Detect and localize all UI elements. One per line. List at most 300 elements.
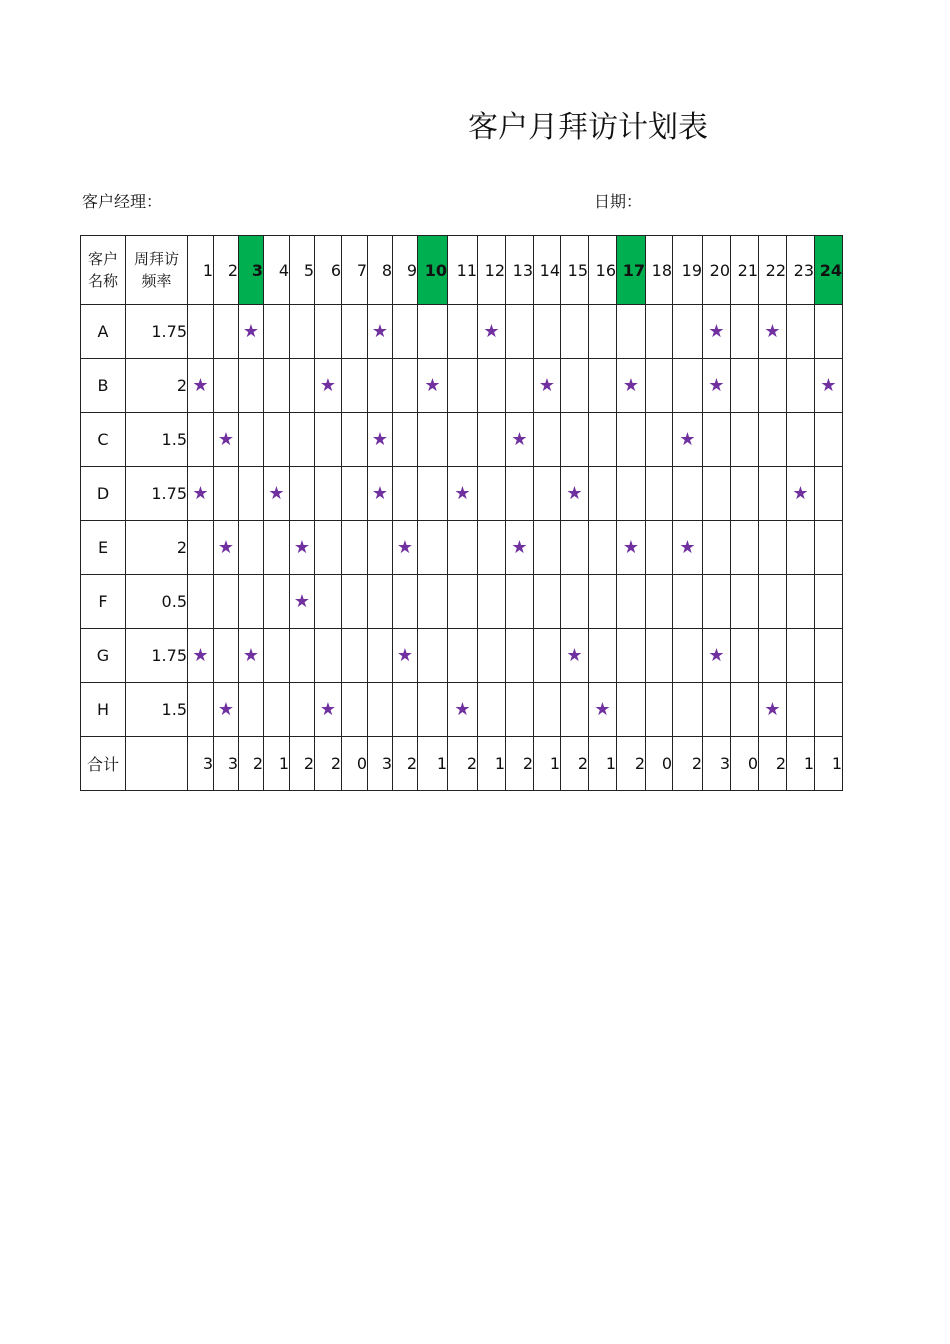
visit-cell[interactable]	[188, 305, 214, 359]
visit-cell[interactable]	[589, 683, 617, 737]
visit-cell[interactable]	[368, 413, 393, 467]
visit-cell[interactable]	[393, 467, 418, 521]
visit-cell[interactable]	[315, 629, 342, 683]
day-total: 1	[418, 737, 448, 791]
visit-cell[interactable]	[418, 575, 448, 629]
day-header-7: 7	[342, 236, 368, 305]
visit-star-icon: ★	[594, 699, 611, 720]
day-header-24: 24	[815, 236, 843, 305]
visit-cell[interactable]	[448, 413, 478, 467]
visit-cell[interactable]	[448, 359, 478, 413]
visit-star-icon: ★	[622, 537, 640, 558]
visit-cell[interactable]	[506, 575, 534, 629]
day-total: 3	[188, 737, 214, 791]
visit-star-icon: ★	[566, 483, 583, 504]
visit-cell[interactable]	[703, 305, 731, 359]
visit-cell[interactable]	[759, 575, 787, 629]
visit-cell[interactable]	[214, 467, 239, 521]
visit-cell[interactable]	[673, 575, 703, 629]
visit-cell[interactable]	[731, 305, 759, 359]
visit-cell[interactable]	[759, 467, 787, 521]
weekly-frequency-header-line: 周拜访	[133, 250, 179, 268]
customer-frequency: 1.75	[126, 629, 188, 683]
visit-cell[interactable]	[673, 305, 703, 359]
visit-cell[interactable]	[787, 413, 815, 467]
visit-cell[interactable]	[646, 521, 673, 575]
visit-star-icon: ★	[217, 537, 235, 558]
customer-frequency: 1.75	[126, 305, 188, 359]
visit-cell[interactable]	[506, 629, 534, 683]
visit-cell[interactable]	[815, 467, 843, 521]
visit-cell[interactable]	[787, 305, 815, 359]
visit-cell[interactable]	[290, 305, 315, 359]
customer-frequency: 2	[126, 359, 188, 413]
visit-cell[interactable]	[561, 683, 589, 737]
visit-cell[interactable]	[290, 629, 315, 683]
visit-star-icon: ★	[566, 645, 583, 666]
day-header-20: 20	[703, 236, 731, 305]
visit-cell[interactable]	[188, 521, 214, 575]
visit-cell[interactable]	[393, 629, 418, 683]
visit-cell[interactable]	[448, 305, 478, 359]
visit-cell[interactable]	[589, 467, 617, 521]
visit-cell[interactable]	[646, 359, 673, 413]
page-title-text: 客户月拜访计划表	[468, 110, 708, 145]
visit-cell[interactable]	[239, 413, 264, 467]
visit-star-icon: ★	[192, 645, 209, 666]
visit-cell[interactable]	[646, 467, 673, 521]
visit-cell[interactable]	[315, 413, 342, 467]
weekly-frequency-header	[126, 236, 188, 305]
visit-star-icon: ★	[511, 429, 528, 450]
day-header-12: 12	[478, 236, 506, 305]
visit-cell[interactable]	[478, 305, 506, 359]
day-total: 1	[589, 737, 617, 791]
visit-cell[interactable]	[478, 521, 506, 575]
visit-cell[interactable]	[342, 575, 368, 629]
visit-cell[interactable]	[264, 359, 290, 413]
visit-cell[interactable]	[561, 575, 589, 629]
visit-cell[interactable]	[393, 413, 418, 467]
visit-cell[interactable]	[731, 359, 759, 413]
visit-star-icon: ★	[371, 429, 389, 450]
customer-row	[81, 575, 843, 629]
visit-cell[interactable]	[673, 629, 703, 683]
day-header-9: 9	[393, 236, 418, 305]
visit-star-icon: ★	[454, 483, 471, 504]
visit-star-icon: ★	[396, 645, 414, 666]
visit-star-icon: ★	[792, 483, 809, 504]
customer-row	[81, 305, 843, 359]
visit-cell[interactable]	[290, 575, 315, 629]
day-total: 1	[534, 737, 561, 791]
customer-row	[81, 413, 843, 467]
visit-cell[interactable]	[188, 359, 214, 413]
visit-cell[interactable]	[239, 575, 264, 629]
visit-cell[interactable]	[703, 521, 731, 575]
visit-cell[interactable]	[448, 683, 478, 737]
visit-cell[interactable]	[506, 521, 534, 575]
visit-cell[interactable]	[703, 467, 731, 521]
visit-cell[interactable]	[646, 629, 673, 683]
customer-frequency: 0.5	[126, 575, 188, 629]
customer-frequency: 1.75	[126, 467, 188, 521]
visit-cell[interactable]	[214, 683, 239, 737]
visit-cell[interactable]	[673, 359, 703, 413]
visit-cell[interactable]	[561, 359, 589, 413]
visit-cell[interactable]	[393, 521, 418, 575]
day-total: 2	[759, 737, 787, 791]
visit-cell[interactable]	[506, 413, 534, 467]
customer-name-header-line: 客户	[87, 250, 118, 268]
day-total: 1	[787, 737, 815, 791]
visit-cell[interactable]	[478, 359, 506, 413]
visit-cell[interactable]	[646, 413, 673, 467]
visit-cell[interactable]	[589, 413, 617, 467]
visit-cell[interactable]	[214, 413, 239, 467]
visit-cell[interactable]	[534, 575, 561, 629]
visit-cell[interactable]	[759, 683, 787, 737]
visit-cell[interactable]	[703, 629, 731, 683]
day-header-6: 6	[315, 236, 342, 305]
visit-cell[interactable]	[290, 467, 315, 521]
totals-frequency-empty	[126, 737, 188, 791]
day-total: 2	[506, 737, 534, 791]
visit-cell[interactable]	[315, 683, 342, 737]
visit-star-icon: ★	[242, 321, 260, 342]
visit-cell[interactable]	[239, 683, 264, 737]
visit-cell[interactable]	[290, 359, 315, 413]
customer-name: B	[81, 359, 126, 413]
visit-star-icon: ★	[192, 375, 209, 396]
visit-cell[interactable]	[506, 359, 534, 413]
visit-cell[interactable]	[264, 683, 290, 737]
visit-cell[interactable]	[478, 575, 506, 629]
header-row	[81, 236, 843, 305]
visit-cell[interactable]	[534, 413, 561, 467]
visit-cell[interactable]	[561, 413, 589, 467]
day-total: 2	[290, 737, 315, 791]
visit-star-icon: ★	[538, 375, 556, 396]
visit-cell[interactable]	[561, 629, 589, 683]
visit-cell[interactable]	[448, 629, 478, 683]
day-total: 1	[264, 737, 290, 791]
visit-cell[interactable]	[239, 305, 264, 359]
visit-cell[interactable]	[478, 467, 506, 521]
visit-cell[interactable]	[448, 575, 478, 629]
day-total: 0	[342, 737, 368, 791]
day-total: 1	[815, 737, 843, 791]
visit-cell[interactable]	[673, 413, 703, 467]
visit-cell[interactable]	[703, 359, 731, 413]
visit-cell[interactable]	[188, 629, 214, 683]
visit-cell[interactable]	[787, 629, 815, 683]
customer-name-header-line: 名称	[87, 272, 118, 290]
visit-star-icon: ★	[708, 321, 725, 342]
visit-cell[interactable]	[617, 359, 646, 413]
visit-star-icon: ★	[424, 375, 441, 396]
visit-cell[interactable]	[188, 683, 214, 737]
visit-cell[interactable]	[731, 683, 759, 737]
visit-cell[interactable]	[759, 521, 787, 575]
customer-frequency: 2	[126, 521, 188, 575]
visit-star-icon: ★	[268, 483, 285, 504]
visit-cell[interactable]	[342, 413, 368, 467]
visit-star-icon: ★	[454, 699, 471, 720]
visit-cell[interactable]	[561, 521, 589, 575]
visit-cell[interactable]	[703, 683, 731, 737]
visit-cell[interactable]	[478, 683, 506, 737]
totals-row	[81, 737, 843, 791]
visit-cell[interactable]	[264, 305, 290, 359]
day-header-2: 2	[214, 236, 239, 305]
visit-cell[interactable]	[368, 467, 393, 521]
visit-star-icon: ★	[820, 375, 837, 396]
visit-cell[interactable]	[534, 629, 561, 683]
visit-cell[interactable]	[342, 629, 368, 683]
visit-cell[interactable]	[239, 359, 264, 413]
visit-cell[interactable]	[787, 359, 815, 413]
day-header-17: 17	[617, 236, 646, 305]
visit-cell[interactable]	[506, 683, 534, 737]
customer-name: A	[81, 305, 126, 359]
visit-cell[interactable]	[368, 305, 393, 359]
customer-name: D	[81, 467, 126, 521]
weekly-frequency-header-line: 频率	[141, 272, 172, 290]
visit-cell[interactable]	[214, 575, 239, 629]
visit-cell[interactable]	[815, 413, 843, 467]
day-header-14: 14	[534, 236, 561, 305]
visit-cell[interactable]	[787, 521, 815, 575]
visit-cell[interactable]	[815, 575, 843, 629]
visit-cell[interactable]	[731, 629, 759, 683]
visit-cell[interactable]	[673, 683, 703, 737]
visit-cell[interactable]	[759, 413, 787, 467]
day-total: 2	[393, 737, 418, 791]
day-header-10: 10	[418, 236, 448, 305]
visit-cell[interactable]	[264, 467, 290, 521]
visit-cell[interactable]	[214, 629, 239, 683]
visit-cell[interactable]	[418, 683, 448, 737]
visit-star-icon: ★	[764, 699, 781, 720]
visit-cell[interactable]	[506, 305, 534, 359]
visit-cell[interactable]	[315, 305, 342, 359]
visit-star-icon: ★	[371, 483, 389, 504]
visit-cell[interactable]	[617, 683, 646, 737]
visit-cell[interactable]	[393, 305, 418, 359]
visit-cell[interactable]	[759, 629, 787, 683]
visit-star-icon: ★	[679, 429, 696, 450]
visit-cell[interactable]	[214, 359, 239, 413]
visit-cell[interactable]	[418, 359, 448, 413]
visit-cell[interactable]	[448, 467, 478, 521]
visit-cell[interactable]	[214, 521, 239, 575]
visit-cell[interactable]	[673, 467, 703, 521]
visit-cell[interactable]	[617, 521, 646, 575]
manager-label: 客户经理：	[82, 192, 163, 211]
visit-cell[interactable]	[264, 521, 290, 575]
day-total: 3	[703, 737, 731, 791]
visit-cell[interactable]	[787, 683, 815, 737]
customer-name: C	[81, 413, 126, 467]
visit-cell[interactable]	[478, 413, 506, 467]
customer-row	[81, 467, 843, 521]
visit-cell[interactable]	[264, 629, 290, 683]
visit-cell[interactable]	[188, 413, 214, 467]
visit-cell[interactable]	[418, 467, 448, 521]
visit-cell[interactable]	[188, 575, 214, 629]
visit-cell[interactable]	[787, 467, 815, 521]
day-total: 2	[561, 737, 589, 791]
customer-row	[81, 521, 843, 575]
visit-star-icon: ★	[319, 375, 337, 396]
visit-star-icon: ★	[242, 645, 260, 666]
visit-cell[interactable]	[731, 575, 759, 629]
day-total: 3	[368, 737, 393, 791]
visit-cell[interactable]	[418, 521, 448, 575]
day-header-15: 15	[561, 236, 589, 305]
visit-cell[interactable]	[815, 683, 843, 737]
visit-cell[interactable]	[759, 359, 787, 413]
visit-cell[interactable]	[368, 683, 393, 737]
visit-cell[interactable]	[589, 521, 617, 575]
visit-star-icon: ★	[217, 699, 235, 720]
visit-cell[interactable]	[342, 467, 368, 521]
visit-cell[interactable]	[589, 305, 617, 359]
visit-cell[interactable]	[315, 575, 342, 629]
visit-star-icon: ★	[217, 429, 235, 450]
visit-cell[interactable]	[239, 521, 264, 575]
customer-row	[81, 683, 843, 737]
visit-star-icon: ★	[192, 483, 209, 504]
day-header-23: 23	[787, 236, 815, 305]
visit-cell[interactable]	[393, 359, 418, 413]
visit-cell[interactable]	[506, 467, 534, 521]
visit-cell[interactable]	[368, 359, 393, 413]
day-total: 1	[478, 737, 506, 791]
visit-cell[interactable]	[418, 413, 448, 467]
visit-cell[interactable]	[214, 305, 239, 359]
customer-row	[81, 359, 843, 413]
day-header-13: 13	[506, 236, 534, 305]
visit-cell[interactable]	[731, 413, 759, 467]
visit-cell[interactable]	[342, 521, 368, 575]
visit-cell[interactable]	[534, 683, 561, 737]
visit-cell[interactable]	[561, 467, 589, 521]
visit-cell[interactable]	[731, 521, 759, 575]
visit-cell[interactable]	[342, 359, 368, 413]
day-total: 0	[646, 737, 673, 791]
visit-cell[interactable]	[239, 629, 264, 683]
visit-cell[interactable]	[617, 413, 646, 467]
visit-cell[interactable]	[787, 575, 815, 629]
visit-cell[interactable]	[673, 521, 703, 575]
visit-cell[interactable]	[315, 521, 342, 575]
visit-cell[interactable]	[731, 467, 759, 521]
visit-cell[interactable]	[418, 629, 448, 683]
day-header-3: 3	[239, 236, 264, 305]
visit-cell[interactable]	[478, 629, 506, 683]
visit-cell[interactable]	[617, 305, 646, 359]
visit-cell[interactable]	[759, 305, 787, 359]
visit-cell[interactable]	[561, 305, 589, 359]
visit-star-icon: ★	[622, 375, 640, 396]
customer-frequency: 1.5	[126, 683, 188, 737]
visit-star-icon: ★	[319, 699, 337, 720]
visit-cell[interactable]	[617, 467, 646, 521]
visit-cell[interactable]	[342, 683, 368, 737]
visit-star-icon: ★	[293, 591, 311, 612]
visit-cell[interactable]	[368, 521, 393, 575]
visit-cell[interactable]	[264, 413, 290, 467]
visit-cell[interactable]	[589, 575, 617, 629]
visit-cell[interactable]	[368, 575, 393, 629]
day-header-19: 19	[673, 236, 703, 305]
customer-row	[81, 629, 843, 683]
visit-star-icon: ★	[396, 537, 414, 558]
visit-cell[interactable]	[815, 359, 843, 413]
day-total: 2	[315, 737, 342, 791]
visit-cell[interactable]	[589, 359, 617, 413]
visit-cell[interactable]	[815, 305, 843, 359]
customer-name: E	[81, 521, 126, 575]
visit-cell[interactable]	[646, 683, 673, 737]
day-total: 2	[448, 737, 478, 791]
visit-cell[interactable]	[534, 467, 561, 521]
visit-cell[interactable]	[315, 467, 342, 521]
visit-cell[interactable]	[534, 359, 561, 413]
visit-cell[interactable]	[617, 575, 646, 629]
visit-star-icon: ★	[764, 321, 781, 342]
visit-cell[interactable]	[393, 683, 418, 737]
day-header-21: 21	[731, 236, 759, 305]
visit-cell[interactable]	[290, 521, 315, 575]
day-header-11: 11	[448, 236, 478, 305]
visit-star-icon: ★	[511, 537, 528, 558]
visit-cell[interactable]	[646, 305, 673, 359]
visit-cell[interactable]	[815, 629, 843, 683]
visit-cell[interactable]	[342, 305, 368, 359]
visit-cell[interactable]	[589, 629, 617, 683]
customer-name: F	[81, 575, 126, 629]
day-header-8: 8	[368, 236, 393, 305]
day-header-4: 4	[264, 236, 290, 305]
visit-cell[interactable]	[290, 413, 315, 467]
visit-cell[interactable]	[617, 629, 646, 683]
visit-cell[interactable]	[393, 575, 418, 629]
visit-cell[interactable]	[646, 575, 673, 629]
day-total: 2	[673, 737, 703, 791]
visit-cell[interactable]	[188, 467, 214, 521]
visit-cell[interactable]	[368, 629, 393, 683]
visit-cell[interactable]	[703, 413, 731, 467]
visit-cell[interactable]	[534, 305, 561, 359]
visit-star-icon: ★	[293, 537, 311, 558]
visit-cell[interactable]	[703, 575, 731, 629]
day-total: 0	[731, 737, 759, 791]
visit-cell[interactable]	[239, 467, 264, 521]
visit-cell[interactable]	[448, 521, 478, 575]
visit-cell[interactable]	[418, 305, 448, 359]
visit-cell[interactable]	[815, 521, 843, 575]
visit-cell[interactable]	[264, 575, 290, 629]
day-header-16: 16	[589, 236, 617, 305]
visit-cell[interactable]	[290, 683, 315, 737]
visit-cell[interactable]	[315, 359, 342, 413]
visit-cell[interactable]	[534, 521, 561, 575]
day-header-18: 18	[646, 236, 673, 305]
visit-star-icon: ★	[708, 375, 725, 396]
